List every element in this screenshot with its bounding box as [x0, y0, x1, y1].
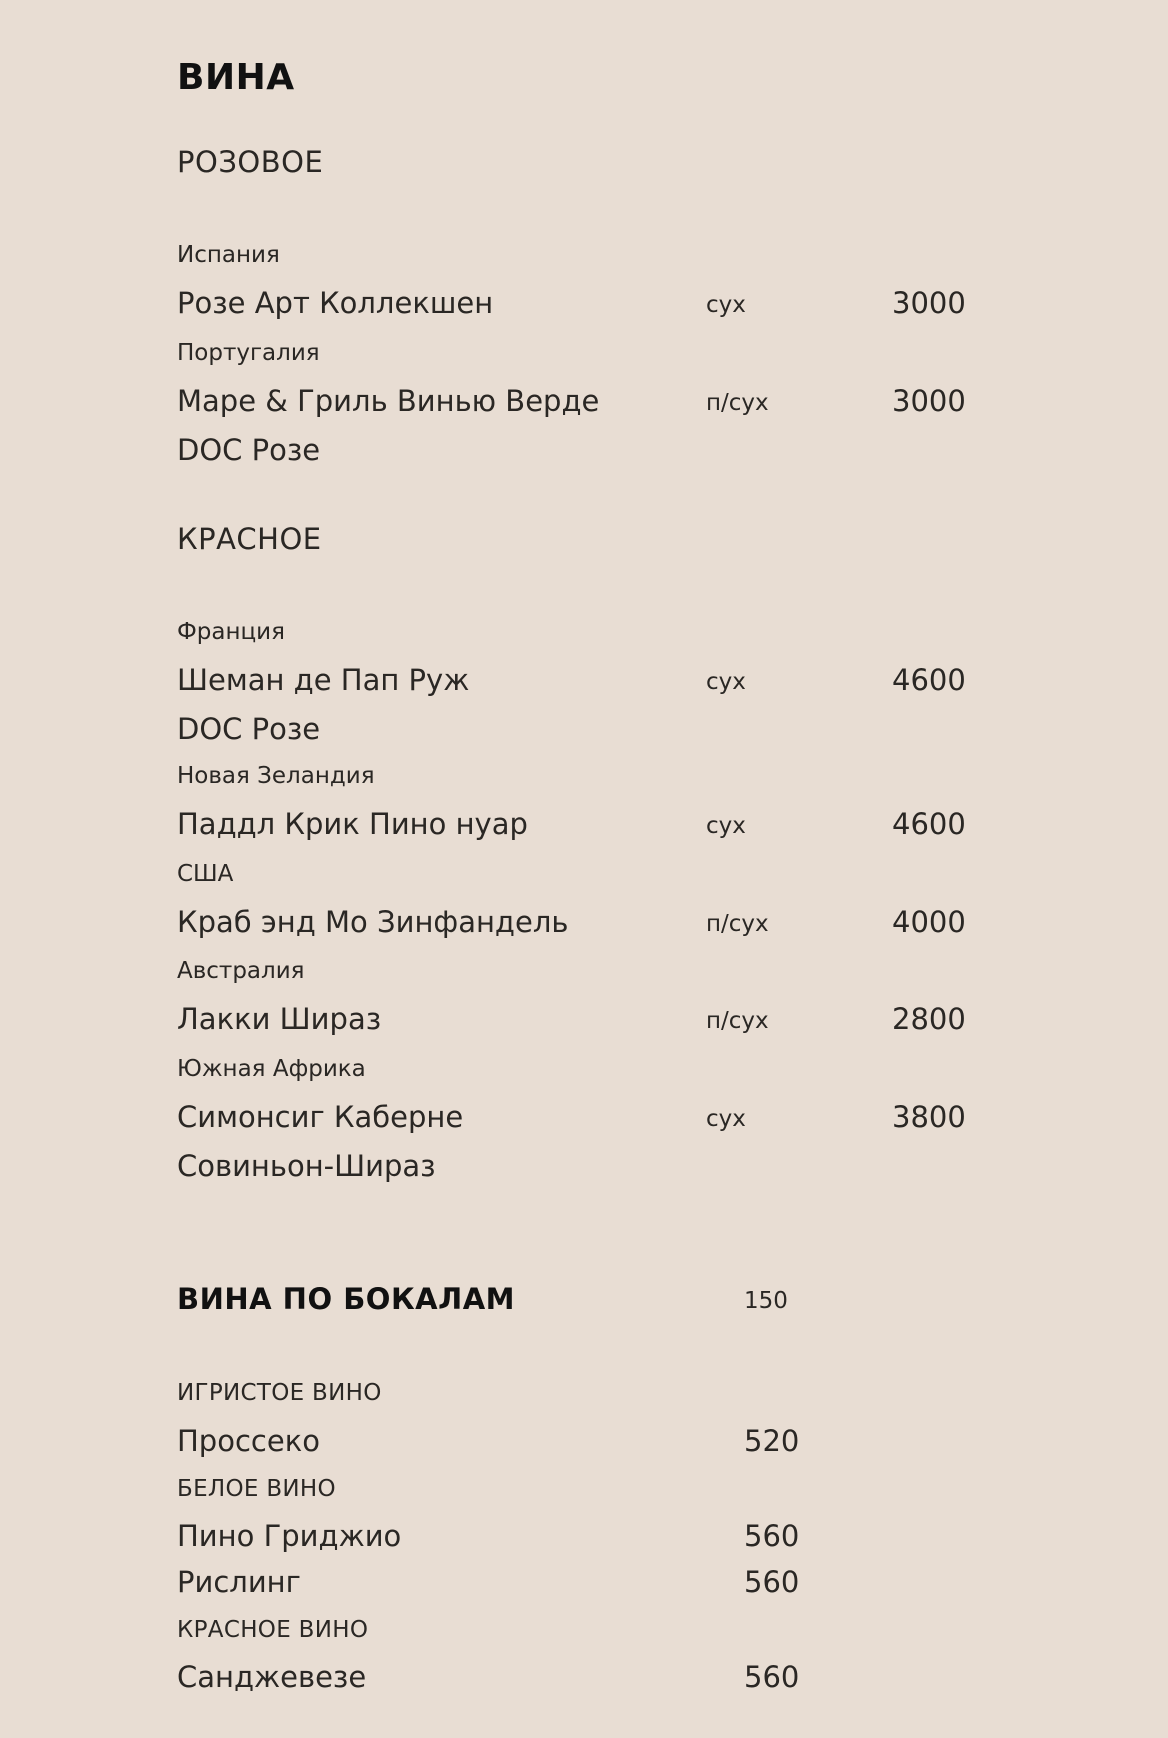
country-label: Южная Африка [177, 1056, 366, 1082]
wines-title: ВИНА [177, 57, 295, 98]
wine-price: 3000 [892, 286, 966, 320]
wine-name: Лакки Шираз [177, 1002, 382, 1036]
wine-name: Паддл Крик Пино нуар [177, 807, 528, 841]
wine-type: п/сух [706, 1008, 769, 1034]
wine-name: Розе Арт Коллекшен [177, 286, 494, 320]
wine-type: сух [706, 669, 746, 695]
country-label: Франция [177, 619, 285, 645]
glass-wine-name: Проссеко [177, 1424, 320, 1458]
wine-price: 4600 [892, 663, 966, 697]
wine-name-line2: Совиньон-Шираз [177, 1149, 436, 1183]
wine-type: п/сух [706, 390, 769, 416]
wine-name: Симонсиг Каберне [177, 1100, 464, 1134]
country-label: США [177, 861, 234, 887]
country-label: Португалия [177, 340, 320, 366]
country-label: Испания [177, 242, 280, 268]
wine-type: сух [706, 813, 746, 839]
wine-type: п/сух [706, 911, 769, 937]
glass-wine-price: 560 [744, 1565, 800, 1599]
glass-wine-price: 560 [744, 1660, 800, 1694]
wine-name-line2: DOC Розе [177, 712, 321, 746]
country-label: Новая Зеландия [177, 763, 375, 789]
wine-type: сух [706, 1106, 746, 1132]
glass-group-red: КРАСНОЕ ВИНО [177, 1617, 369, 1643]
wine-price: 3800 [892, 1100, 966, 1134]
glass-wine-name: Санджевезе [177, 1660, 367, 1694]
country-label: Австралия [177, 958, 305, 984]
wine-price: 3000 [892, 384, 966, 418]
wine-name-line2: DOC Розе [177, 433, 321, 467]
glass-wine-price: 560 [744, 1519, 800, 1553]
section-rose-title: РОЗОВОЕ [177, 145, 324, 179]
glass-volume: 150 [744, 1288, 788, 1314]
wine-name: Краб энд Мо Зинфандель [177, 905, 569, 939]
glass-wine-name: Пино Гриджио [177, 1519, 402, 1553]
wine-price: 4600 [892, 807, 966, 841]
glass-wine-name: Рислинг [177, 1565, 301, 1599]
wine-price: 2800 [892, 1002, 966, 1036]
by-glass-title: ВИНА ПО БОКАЛАМ [177, 1282, 515, 1316]
wine-type: сух [706, 292, 746, 318]
wine-name: Маре & Гриль Винью Верде [177, 384, 600, 418]
wine-name: Шеман де Пап Руж [177, 663, 470, 697]
glass-group-sparkling: ИГРИСТОЕ ВИНО [177, 1380, 382, 1406]
section-red-title: КРАСНОЕ [177, 522, 322, 556]
glass-group-white: БЕЛОЕ ВИНО [177, 1476, 336, 1502]
wine-price: 4000 [892, 905, 966, 939]
glass-wine-price: 520 [744, 1424, 800, 1458]
